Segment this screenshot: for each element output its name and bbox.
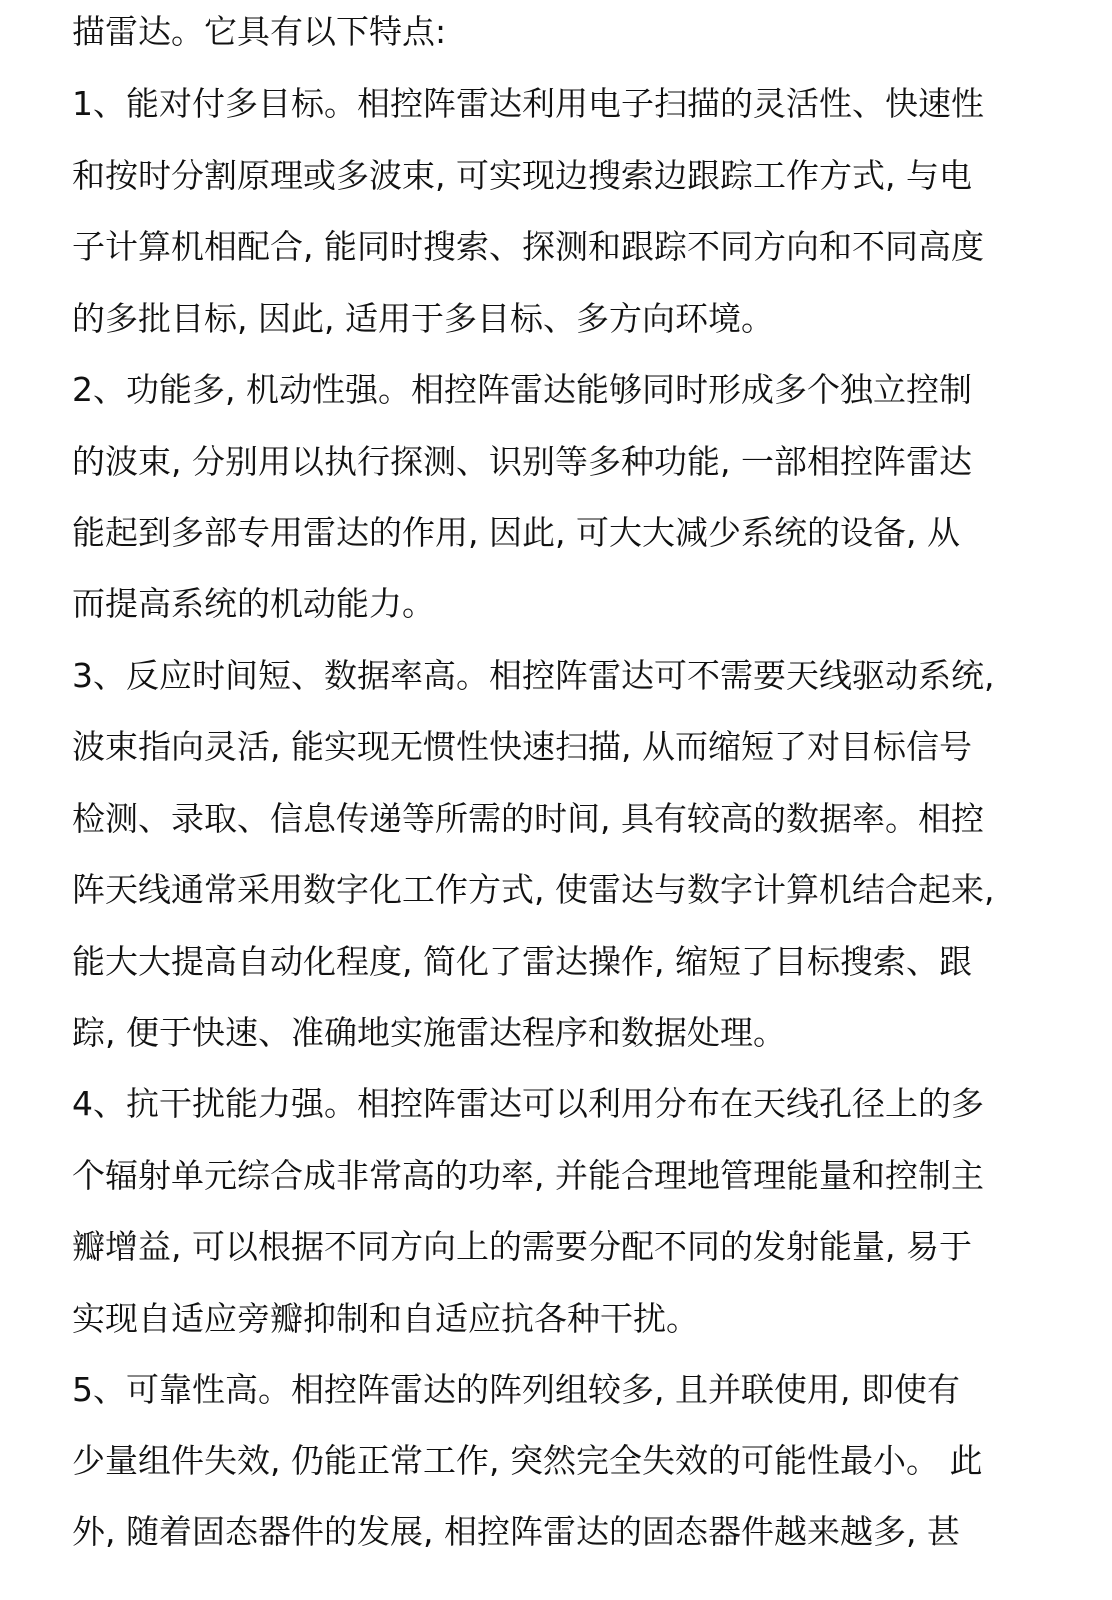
text-line-5: 的多批目标, 因此, 适用于多目标、多方向环境。 <box>72 299 774 338</box>
text-line-21: 少量组件失效, 仍能正常工作, 突然完全失效的可能性最小。 此 <box>72 1441 983 1480</box>
text-line-18: 瓣增益, 可以根据不同方向上的需要分配不同的发射能量, 易于 <box>72 1227 972 1266</box>
text-line-12: 检测、录取、信息传递等所需的时间, 具有较高的数据率。相控 <box>72 799 984 838</box>
text-line-7: 的波束, 分别用以执行探测、识别等多种功能, 一部相控阵雷达 <box>72 442 972 481</box>
text-line-3: 和按时分割原理或多波束, 可实现边搜索边跟踪工作方式, 与电 <box>72 156 972 195</box>
text-line-14: 能大大提高自动化程度, 简化了雷达操作, 缩短了目标搜索、跟 <box>72 942 972 981</box>
text-line-2: 1、能对付多目标。相控阵雷达利用电子扫描的灵活性、快速性 <box>72 84 984 123</box>
text-line-8: 能起到多部专用雷达的作用, 因此, 可大大减少系统的设备, 从 <box>72 513 960 552</box>
text-line-20: 5、可靠性高。相控阵雷达的阵列组较多, 且并联使用, 即使有 <box>72 1370 960 1409</box>
text-line-11: 波束指向灵活, 能实现无惯性快速扫描, 从而缩短了对目标信号 <box>72 727 972 766</box>
text-line-4: 子计算机相配合, 能同时搜索、探测和跟踪不同方向和不同高度 <box>72 227 984 266</box>
text-line-17: 个辐射单元综合成非常高的功率, 并能合理地管理能量和控制主 <box>72 1156 984 1195</box>
text-line-6: 2、功能多, 机动性强。相控阵雷达能够同时形成多个独立控制 <box>72 370 972 409</box>
text-line-22: 外, 随着固态器件的发展, 相控阵雷达的固态器件越来越多, 甚 <box>72 1512 960 1551</box>
text-line-10: 3、反应时间短、数据率高。相控阵雷达可不需要天线驱动系统, <box>72 656 995 695</box>
text-line-19: 实现自适应旁瓣抑制和自适应抗各种干扰。 <box>72 1299 699 1338</box>
text-line-9: 而提高系统的机动能力。 <box>72 584 435 623</box>
text-line-1: 描雷达。它具有以下特点: <box>72 12 447 51</box>
text-line-16: 4、抗干扰能力强。相控阵雷达可以利用分布在天线孔径上的多 <box>72 1084 984 1123</box>
text-line-15: 踪, 便于快速、准确地实施雷达程序和数据处理。 <box>72 1013 786 1052</box>
text-line-13: 阵天线通常采用数字化工作方式, 使雷达与数字计算机结合起来, <box>72 870 995 909</box>
